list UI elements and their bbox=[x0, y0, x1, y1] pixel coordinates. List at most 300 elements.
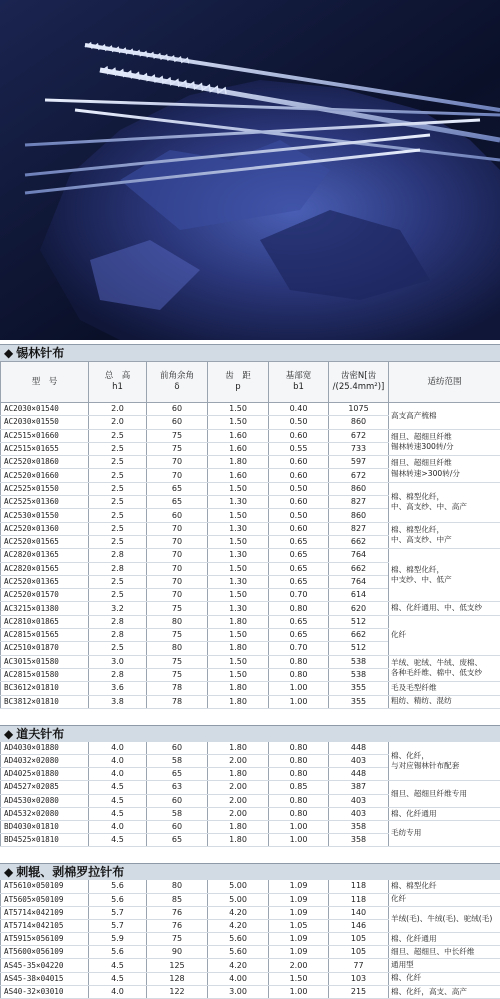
cell-value: 860 bbox=[329, 482, 389, 495]
cell-model: AS45-35×04220 bbox=[1, 959, 89, 972]
cell-model: AC2030×01540 bbox=[1, 403, 89, 416]
cell-value: 1.80 bbox=[208, 456, 269, 469]
cell-use-range: 棉、化纤通用 bbox=[389, 933, 500, 946]
cell-value: 1.60 bbox=[208, 442, 269, 455]
cell-value: 448 bbox=[329, 742, 389, 755]
cell-value: 1.50 bbox=[208, 655, 269, 668]
cell-value: 1075 bbox=[329, 403, 389, 416]
cell-model: AT5610×050109 bbox=[1, 880, 89, 893]
cell-value: 2.5 bbox=[89, 522, 147, 535]
cell-use-range: 粗纺、精纺、混纺 bbox=[389, 695, 500, 708]
cell-use-range: 棉、化纤， 与对应锡林针布配套 bbox=[389, 742, 500, 781]
cell-value: 63 bbox=[147, 781, 208, 794]
cell-value: 5.6 bbox=[89, 893, 147, 906]
cell-value: 60 bbox=[147, 820, 208, 833]
cell-value: 538 bbox=[329, 655, 389, 668]
cell-use-range: 毛纺专用 bbox=[389, 820, 500, 846]
cell-value: 1.05 bbox=[269, 919, 329, 932]
spec-sheet bbox=[0, 344, 500, 999]
cell-value: 597 bbox=[329, 456, 389, 469]
cell-value: 75 bbox=[147, 933, 208, 946]
cell-model: AS45-38×04015 bbox=[1, 972, 89, 985]
cell-model: AS40-32×03010 bbox=[1, 985, 89, 998]
cell-value: 1.80 bbox=[208, 682, 269, 695]
cell-model: AC2815×01565 bbox=[1, 629, 89, 642]
cell-value: 70 bbox=[147, 456, 208, 469]
cell-value: 2.5 bbox=[89, 496, 147, 509]
cell-value: 0.80 bbox=[269, 768, 329, 781]
cell-value: 1.50 bbox=[269, 972, 329, 985]
cell-value: 4.0 bbox=[89, 742, 147, 755]
cell-value: 4.5 bbox=[89, 972, 147, 985]
cell-value: 118 bbox=[329, 893, 389, 906]
cell-value: 0.50 bbox=[269, 482, 329, 495]
cell-value: 4.5 bbox=[89, 834, 147, 847]
cell-value: 125 bbox=[147, 959, 208, 972]
cell-model: AC3015×01580 bbox=[1, 655, 89, 668]
cell-value: 75 bbox=[147, 429, 208, 442]
cell-value: 2.00 bbox=[269, 959, 329, 972]
cell-value: 70 bbox=[147, 469, 208, 482]
cell-value: 4.0 bbox=[89, 768, 147, 781]
cell-value: 0.50 bbox=[269, 416, 329, 429]
cell-value: 1.80 bbox=[208, 820, 269, 833]
cell-model: AC2520×01360 bbox=[1, 522, 89, 535]
col-header-density: 齿密N[齿 /(25.4mm²)] bbox=[329, 362, 389, 403]
cell-value: 5.6 bbox=[89, 880, 147, 893]
cell-value: 3.6 bbox=[89, 682, 147, 695]
cell-use-range: 细旦、超细旦纤维 锡林转速300转/分 bbox=[389, 429, 500, 456]
cell-value: 1.00 bbox=[269, 820, 329, 833]
table-row bbox=[1, 602, 500, 615]
cell-value: 70 bbox=[147, 549, 208, 562]
licker-in-wire-table bbox=[0, 880, 500, 999]
cell-model: AC2520×01365 bbox=[1, 575, 89, 588]
cell-value: 65 bbox=[147, 768, 208, 781]
cell-value: 4.5 bbox=[89, 807, 147, 820]
cell-value: 827 bbox=[329, 496, 389, 509]
cell-value: 58 bbox=[147, 807, 208, 820]
cell-value: 5.00 bbox=[208, 893, 269, 906]
cell-value: 77 bbox=[329, 959, 389, 972]
cell-value: 0.65 bbox=[269, 562, 329, 575]
cell-use-range: 棉、化纤，高支、高产 bbox=[389, 985, 500, 998]
cell-model: AD4532×02080 bbox=[1, 807, 89, 820]
cell-value: 0.65 bbox=[269, 549, 329, 562]
cell-value: 672 bbox=[329, 429, 389, 442]
cell-value: 764 bbox=[329, 575, 389, 588]
cell-value: 2.00 bbox=[208, 807, 269, 820]
cell-value: 65 bbox=[147, 834, 208, 847]
cell-value: 4.20 bbox=[208, 959, 269, 972]
table-row bbox=[1, 933, 500, 946]
cell-value: 0.80 bbox=[269, 794, 329, 807]
cell-value: 60 bbox=[147, 416, 208, 429]
cell-model: AC2520×01660 bbox=[1, 469, 89, 482]
cell-value: 4.0 bbox=[89, 755, 147, 768]
cell-use-range: 毛及毛型纤维 bbox=[389, 682, 500, 695]
cell-value: 448 bbox=[329, 768, 389, 781]
cell-value: 387 bbox=[329, 781, 389, 794]
cell-value: 60 bbox=[147, 509, 208, 522]
cell-value: 2.5 bbox=[89, 442, 147, 455]
cell-value: 5.9 bbox=[89, 933, 147, 946]
cell-value: 1.50 bbox=[208, 416, 269, 429]
cell-value: 70 bbox=[147, 589, 208, 602]
cell-value: 1.00 bbox=[269, 985, 329, 998]
table-row bbox=[1, 482, 500, 495]
cell-model: AC2520×01565 bbox=[1, 535, 89, 548]
cell-use-range: 羊绒(毛)、牛绒(毛)、驼绒(毛) bbox=[389, 906, 500, 932]
table-row bbox=[1, 682, 500, 695]
cell-value: 614 bbox=[329, 589, 389, 602]
cell-value: 1.50 bbox=[208, 535, 269, 548]
table-row bbox=[1, 403, 500, 416]
cell-value: 1.30 bbox=[208, 575, 269, 588]
cell-value: 80 bbox=[147, 880, 208, 893]
cell-value: 75 bbox=[147, 668, 208, 681]
cell-value: 76 bbox=[147, 919, 208, 932]
cylinder-wire-table bbox=[0, 361, 500, 709]
cell-model: AD4032×02080 bbox=[1, 755, 89, 768]
col-header-angle: 前角余角 δ bbox=[147, 362, 208, 403]
cell-value: 3.00 bbox=[208, 985, 269, 998]
cell-value: 4.20 bbox=[208, 906, 269, 919]
cell-value: 4.5 bbox=[89, 959, 147, 972]
cell-value: 60 bbox=[147, 403, 208, 416]
cell-value: 70 bbox=[147, 575, 208, 588]
cell-model: BD4030×01810 bbox=[1, 820, 89, 833]
cell-value: 1.30 bbox=[208, 496, 269, 509]
table-row bbox=[1, 893, 500, 906]
cell-value: 403 bbox=[329, 755, 389, 768]
table-row bbox=[1, 906, 500, 919]
cell-value: 1.30 bbox=[208, 522, 269, 535]
cell-value: 860 bbox=[329, 416, 389, 429]
cell-value: 0.80 bbox=[269, 668, 329, 681]
cell-model: AD4025×01880 bbox=[1, 768, 89, 781]
cell-value: 733 bbox=[329, 442, 389, 455]
table-row bbox=[1, 742, 500, 755]
cell-value: 5.7 bbox=[89, 906, 147, 919]
cell-value: 1.50 bbox=[208, 509, 269, 522]
cell-value: 827 bbox=[329, 522, 389, 535]
cell-value: 2.8 bbox=[89, 629, 147, 642]
cell-value: 80 bbox=[147, 642, 208, 655]
cell-model: AC2525×01550 bbox=[1, 482, 89, 495]
cell-model: AC2530×01550 bbox=[1, 509, 89, 522]
diamond-icon: ◆ bbox=[4, 865, 13, 879]
cell-value: 140 bbox=[329, 906, 389, 919]
table-header-row bbox=[1, 362, 500, 403]
cell-value: 672 bbox=[329, 469, 389, 482]
table-row bbox=[1, 985, 500, 998]
cell-value: 2.5 bbox=[89, 535, 147, 548]
cell-value: 662 bbox=[329, 562, 389, 575]
cell-value: 4.5 bbox=[89, 794, 147, 807]
cell-value: 355 bbox=[329, 682, 389, 695]
cell-value: 65 bbox=[147, 482, 208, 495]
cell-value: 3.8 bbox=[89, 695, 147, 708]
cell-value: 75 bbox=[147, 655, 208, 668]
section-title-cylinder bbox=[0, 344, 500, 361]
cell-value: 0.60 bbox=[269, 496, 329, 509]
table-row bbox=[1, 655, 500, 668]
cell-value: 1.50 bbox=[208, 668, 269, 681]
cell-model: AT5714×042109 bbox=[1, 906, 89, 919]
cell-value: 1.80 bbox=[208, 834, 269, 847]
cell-value: 5.6 bbox=[89, 946, 147, 959]
col-header-pitch: 齿 距 p bbox=[208, 362, 269, 403]
cell-value: 0.60 bbox=[269, 456, 329, 469]
cell-value: 0.65 bbox=[269, 575, 329, 588]
cell-value: 620 bbox=[329, 602, 389, 615]
table-row bbox=[1, 972, 500, 985]
cell-model: AC2520×01570 bbox=[1, 589, 89, 602]
cell-value: 4.20 bbox=[208, 919, 269, 932]
cell-value: 358 bbox=[329, 834, 389, 847]
cell-use-range: 棉、棉型化纤， 中、高支纱、中、高产 bbox=[389, 482, 500, 522]
cell-value: 5.60 bbox=[208, 946, 269, 959]
cell-use-range: 通用型 bbox=[389, 959, 500, 972]
doffer-wire-table bbox=[0, 742, 500, 848]
cell-value: 0.80 bbox=[269, 807, 329, 820]
cell-value: 128 bbox=[147, 972, 208, 985]
cell-value: 403 bbox=[329, 807, 389, 820]
cell-value: 58 bbox=[147, 755, 208, 768]
cell-value: 1.00 bbox=[269, 834, 329, 847]
card-clothing-wire-photo bbox=[0, 0, 500, 340]
cell-value: 0.80 bbox=[269, 602, 329, 615]
cell-value: 2.8 bbox=[89, 549, 147, 562]
cell-model: BC3612×01810 bbox=[1, 682, 89, 695]
cell-value: 5.00 bbox=[208, 880, 269, 893]
cell-value: 75 bbox=[147, 442, 208, 455]
product-photo bbox=[0, 0, 500, 340]
cell-value: 0.55 bbox=[269, 442, 329, 455]
section-title-doffer bbox=[0, 725, 500, 742]
cell-value: 70 bbox=[147, 535, 208, 548]
cell-value: 355 bbox=[329, 695, 389, 708]
cell-value: 1.80 bbox=[208, 768, 269, 781]
cell-value: 1.80 bbox=[208, 695, 269, 708]
cell-use-range: 棉、棉型化纤 bbox=[389, 880, 500, 893]
section-title-licker-in bbox=[0, 863, 500, 880]
cell-model: AT5605×050109 bbox=[1, 893, 89, 906]
cell-value: 662 bbox=[329, 629, 389, 642]
section-title-text: 锡林针布 bbox=[16, 346, 64, 360]
cell-value: 78 bbox=[147, 682, 208, 695]
cell-model: AD4530×02080 bbox=[1, 794, 89, 807]
cell-model: BD4525×01810 bbox=[1, 834, 89, 847]
cell-model: AC2820×01565 bbox=[1, 562, 89, 575]
cell-value: 1.30 bbox=[208, 549, 269, 562]
cell-value: 0.70 bbox=[269, 642, 329, 655]
cell-value: 80 bbox=[147, 615, 208, 628]
cell-model: AC2525×01360 bbox=[1, 496, 89, 509]
cell-value: 2.5 bbox=[89, 456, 147, 469]
cell-value: 1.80 bbox=[208, 615, 269, 628]
cell-model: BC3812×01810 bbox=[1, 695, 89, 708]
cell-value: 122 bbox=[147, 985, 208, 998]
table-row bbox=[1, 522, 500, 535]
cell-value: 1.50 bbox=[208, 562, 269, 575]
cell-model: AT5915×056109 bbox=[1, 933, 89, 946]
cell-value: 70 bbox=[147, 562, 208, 575]
cell-model: AT5600×056109 bbox=[1, 946, 89, 959]
col-header-model: 型 号 bbox=[1, 362, 89, 403]
cell-value: 75 bbox=[147, 602, 208, 615]
cell-value: 0.65 bbox=[269, 615, 329, 628]
cell-value: 1.50 bbox=[208, 482, 269, 495]
cell-value: 2.0 bbox=[89, 416, 147, 429]
cell-model: AT5714×042105 bbox=[1, 919, 89, 932]
cell-value: 105 bbox=[329, 946, 389, 959]
section-title-text: 道夫针布 bbox=[16, 727, 64, 741]
table-row bbox=[1, 429, 500, 442]
cell-model: AC3215×01380 bbox=[1, 602, 89, 615]
cell-value: 358 bbox=[329, 820, 389, 833]
cell-value: 1.80 bbox=[208, 742, 269, 755]
cell-value: 0.70 bbox=[269, 589, 329, 602]
table-row bbox=[1, 946, 500, 959]
cell-value: 5.60 bbox=[208, 933, 269, 946]
cell-value: 2.00 bbox=[208, 755, 269, 768]
cell-model: AC2815×01580 bbox=[1, 668, 89, 681]
cell-value: 105 bbox=[329, 933, 389, 946]
cell-value: 1.50 bbox=[208, 589, 269, 602]
cell-value: 538 bbox=[329, 668, 389, 681]
cell-value: 2.00 bbox=[208, 794, 269, 807]
cell-value: 403 bbox=[329, 794, 389, 807]
cell-value: 1.50 bbox=[208, 629, 269, 642]
cell-use-range: 棉、棉型化纤， 中、高支纱、中产 bbox=[389, 522, 500, 549]
table-row bbox=[1, 959, 500, 972]
table-row bbox=[1, 456, 500, 469]
cell-value: 0.40 bbox=[269, 403, 329, 416]
cell-value: 764 bbox=[329, 549, 389, 562]
cell-value: 860 bbox=[329, 509, 389, 522]
cell-value: 2.5 bbox=[89, 482, 147, 495]
col-header-base: 基部宽 b1 bbox=[269, 362, 329, 403]
cell-value: 0.65 bbox=[269, 629, 329, 642]
cell-value: 146 bbox=[329, 919, 389, 932]
cell-value: 1.80 bbox=[208, 642, 269, 655]
cell-model: AC2810×01865 bbox=[1, 615, 89, 628]
cell-value: 4.0 bbox=[89, 985, 147, 998]
cell-use-range: 化纤 bbox=[389, 615, 500, 655]
table-row bbox=[1, 807, 500, 820]
cell-value: 85 bbox=[147, 893, 208, 906]
cell-model: AD4527×02085 bbox=[1, 781, 89, 794]
table-row bbox=[1, 880, 500, 893]
cell-value: 0.60 bbox=[269, 522, 329, 535]
cell-use-range: 羊绒、驼绒、牛绒、废棉、 各种毛纤维、棉中、低支纱 bbox=[389, 655, 500, 682]
cell-value: 0.80 bbox=[269, 742, 329, 755]
cell-value: 1.09 bbox=[269, 880, 329, 893]
cell-use-range: 棉、化纤通用 bbox=[389, 807, 500, 820]
cell-value: 1.00 bbox=[269, 682, 329, 695]
table-row bbox=[1, 781, 500, 794]
cell-value: 103 bbox=[329, 972, 389, 985]
cell-value: 1.00 bbox=[269, 695, 329, 708]
cell-value: 0.60 bbox=[269, 469, 329, 482]
section-title-text: 刺辊、剥棉罗拉针布 bbox=[16, 865, 124, 879]
cell-value: 2.5 bbox=[89, 469, 147, 482]
cell-value: 2.5 bbox=[89, 509, 147, 522]
cell-value: 90 bbox=[147, 946, 208, 959]
cell-value: 118 bbox=[329, 880, 389, 893]
cell-value: 2.0 bbox=[89, 403, 147, 416]
table-row bbox=[1, 820, 500, 833]
cell-value: 5.7 bbox=[89, 919, 147, 932]
cell-use-range: 高支高产梳棉 bbox=[389, 403, 500, 430]
cell-value: 2.5 bbox=[89, 429, 147, 442]
diamond-icon: ◆ bbox=[4, 727, 13, 741]
cell-use-range: 棉、化纤 bbox=[389, 972, 500, 985]
cell-value: 60 bbox=[147, 794, 208, 807]
cell-value: 78 bbox=[147, 695, 208, 708]
cell-value: 0.50 bbox=[269, 509, 329, 522]
cell-value: 0.65 bbox=[269, 535, 329, 548]
table-row bbox=[1, 695, 500, 708]
cell-value: 1.09 bbox=[269, 946, 329, 959]
cell-use-range: 细旦、超细旦纤维专用 bbox=[389, 781, 500, 807]
cell-value: 2.8 bbox=[89, 562, 147, 575]
cell-value: 512 bbox=[329, 615, 389, 628]
cell-value: 2.8 bbox=[89, 615, 147, 628]
cell-value: 75 bbox=[147, 629, 208, 642]
cell-model: AC2820×01365 bbox=[1, 549, 89, 562]
cell-value: 662 bbox=[329, 535, 389, 548]
cell-value: 4.00 bbox=[208, 972, 269, 985]
cell-model: AC2510×01870 bbox=[1, 642, 89, 655]
cell-value: 0.85 bbox=[269, 781, 329, 794]
cell-value: 2.8 bbox=[89, 668, 147, 681]
cell-value: 1.09 bbox=[269, 906, 329, 919]
cell-value: 0.60 bbox=[269, 429, 329, 442]
cell-value: 1.60 bbox=[208, 469, 269, 482]
cell-value: 4.5 bbox=[89, 781, 147, 794]
cell-model: AC2515×01660 bbox=[1, 429, 89, 442]
cell-use-range: 化纤 bbox=[389, 893, 500, 906]
diamond-icon: ◆ bbox=[4, 346, 13, 360]
cell-value: 2.5 bbox=[89, 642, 147, 655]
cell-use-range: 细旦、超细旦纤维 锡林转速>300转/分 bbox=[389, 456, 500, 483]
cell-value: 512 bbox=[329, 642, 389, 655]
cell-value: 3.0 bbox=[89, 655, 147, 668]
cell-value: 215 bbox=[329, 985, 389, 998]
cell-value: 60 bbox=[147, 742, 208, 755]
cell-use-range: 细旦、超细旦、中长纤维 bbox=[389, 946, 500, 959]
cell-value: 1.09 bbox=[269, 933, 329, 946]
cell-value: 1.30 bbox=[208, 602, 269, 615]
table-row bbox=[1, 615, 500, 628]
cell-model: AC2030×01550 bbox=[1, 416, 89, 429]
table-row bbox=[1, 549, 500, 562]
cell-value: 3.2 bbox=[89, 602, 147, 615]
col-header-use: 适纺范围 bbox=[389, 362, 500, 403]
cell-value: 70 bbox=[147, 522, 208, 535]
cell-value: 1.09 bbox=[269, 893, 329, 906]
cell-model: AC2515×01655 bbox=[1, 442, 89, 455]
cell-value: 1.50 bbox=[208, 403, 269, 416]
cell-value: 2.5 bbox=[89, 589, 147, 602]
cell-model: AD4030×01880 bbox=[1, 742, 89, 755]
cell-value: 76 bbox=[147, 906, 208, 919]
cell-value: 2.5 bbox=[89, 575, 147, 588]
cell-value: 1.60 bbox=[208, 429, 269, 442]
